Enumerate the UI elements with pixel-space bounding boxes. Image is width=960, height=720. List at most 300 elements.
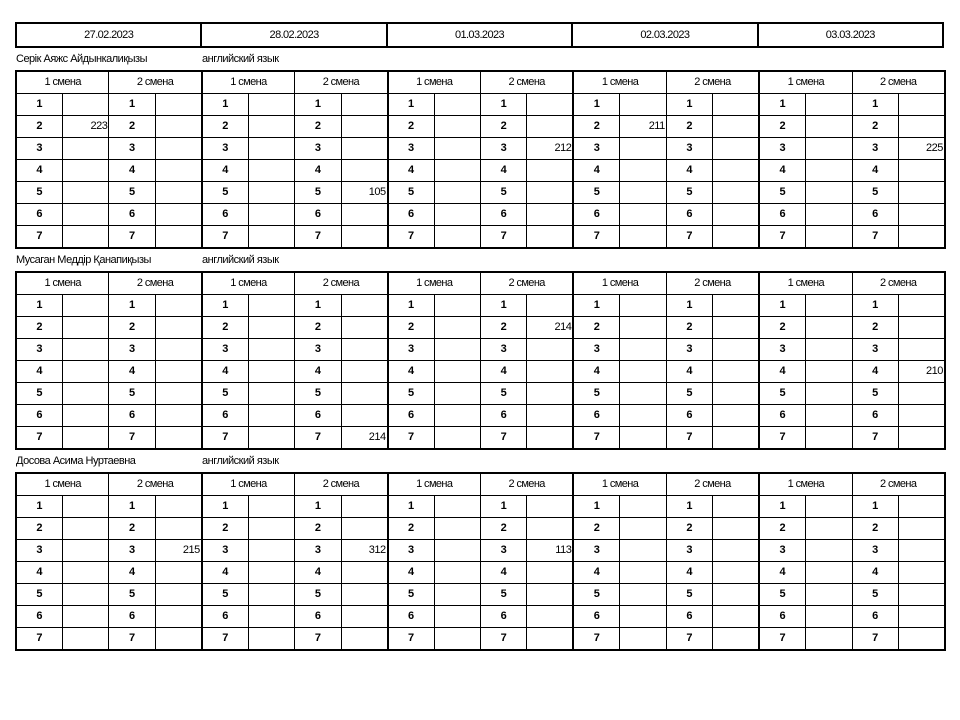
lesson-number: 7 [666, 628, 712, 651]
lesson-number: 4 [759, 160, 805, 182]
lesson-number: 1 [759, 295, 805, 317]
room-cell: 214 [341, 427, 387, 450]
lesson-number: 7 [202, 628, 248, 651]
shift-header-row [16, 71, 945, 94]
lesson-number: 7 [573, 427, 619, 450]
lesson-number: 5 [295, 182, 341, 204]
room-cell [620, 606, 666, 628]
lesson-number: 3 [480, 540, 526, 562]
lesson-number: 3 [388, 540, 434, 562]
shift-label: 1 смена [16, 71, 109, 94]
lesson-number: 5 [202, 182, 248, 204]
room-cell [434, 383, 480, 405]
lesson-number: 2 [16, 116, 62, 138]
room-cell [713, 204, 759, 226]
lesson-number: 3 [759, 540, 805, 562]
room-cell [434, 94, 480, 116]
lesson-number: 2 [16, 518, 62, 540]
lesson-number: 5 [573, 584, 619, 606]
room-cell [713, 182, 759, 204]
lesson-number: 7 [388, 427, 434, 450]
room-cell: 215 [155, 540, 201, 562]
room-cell: 211 [620, 116, 666, 138]
lesson-number: 6 [388, 204, 434, 226]
lesson-number: 7 [16, 427, 62, 450]
schedule-document [15, 22, 944, 651]
lesson-number: 6 [666, 405, 712, 427]
lesson-row [16, 606, 945, 628]
lesson-number: 2 [202, 518, 248, 540]
lesson-number: 5 [388, 182, 434, 204]
lesson-number: 5 [388, 383, 434, 405]
lesson-number: 6 [109, 204, 155, 226]
lesson-number: 5 [295, 584, 341, 606]
room-cell [341, 518, 387, 540]
lesson-number: 5 [202, 584, 248, 606]
teacher-schedule-table [15, 472, 946, 651]
lesson-number: 3 [295, 138, 341, 160]
room-cell [62, 383, 108, 405]
lesson-number: 1 [480, 94, 526, 116]
lesson-number: 6 [16, 204, 62, 226]
room-cell [434, 606, 480, 628]
room-cell [248, 405, 294, 427]
room-cell [248, 94, 294, 116]
lesson-number: 3 [202, 540, 248, 562]
room-cell [155, 138, 201, 160]
lesson-number: 5 [759, 383, 805, 405]
room-cell [620, 628, 666, 651]
room-cell [806, 339, 852, 361]
lesson-number: 7 [573, 226, 619, 249]
lesson-number: 6 [573, 204, 619, 226]
room-cell [898, 160, 944, 182]
lesson-number: 6 [666, 204, 712, 226]
lesson-number: 1 [16, 496, 62, 518]
room-cell [527, 361, 573, 383]
lesson-number: 2 [109, 317, 155, 339]
room-cell [620, 138, 666, 160]
room-cell [806, 182, 852, 204]
lesson-number: 7 [573, 628, 619, 651]
shift-label: 1 смена [759, 272, 852, 295]
lesson-number: 4 [16, 361, 62, 383]
lesson-number: 3 [759, 138, 805, 160]
shift-label: 2 смена [295, 71, 388, 94]
lesson-number: 7 [295, 427, 341, 450]
lesson-number: 6 [759, 606, 805, 628]
room-cell [155, 405, 201, 427]
room-cell [434, 339, 480, 361]
room-cell [62, 405, 108, 427]
room-cell [155, 116, 201, 138]
room-cell [434, 226, 480, 249]
lesson-number: 5 [202, 383, 248, 405]
room-cell [620, 182, 666, 204]
room-cell [248, 584, 294, 606]
shift-label: 2 смена [109, 71, 202, 94]
lesson-number: 6 [759, 204, 805, 226]
lesson-number: 7 [202, 427, 248, 450]
room-cell [434, 540, 480, 562]
lesson-number: 7 [759, 427, 805, 450]
lesson-number: 2 [202, 116, 248, 138]
room-cell [713, 562, 759, 584]
room-cell [341, 138, 387, 160]
teacher-name: Досова Асима Нуртаевна [16, 455, 136, 467]
shift-label: 1 смена [759, 71, 852, 94]
lesson-row [16, 628, 945, 651]
shift-label: 2 смена [852, 272, 945, 295]
room-cell [806, 204, 852, 226]
lesson-number: 6 [388, 405, 434, 427]
lesson-number: 1 [16, 94, 62, 116]
lesson-number: 2 [852, 518, 898, 540]
lesson-number: 2 [759, 518, 805, 540]
room-cell: 223 [62, 116, 108, 138]
room-cell [248, 204, 294, 226]
shift-label: 2 смена [480, 473, 573, 496]
lesson-number: 5 [388, 584, 434, 606]
date-header-row [16, 23, 943, 47]
room-cell [341, 339, 387, 361]
room-cell [434, 361, 480, 383]
lesson-number: 2 [480, 116, 526, 138]
lesson-number: 7 [109, 226, 155, 249]
lesson-number: 6 [573, 606, 619, 628]
lesson-number: 6 [852, 405, 898, 427]
room-cell [155, 226, 201, 249]
lesson-row [16, 518, 945, 540]
room-cell: 225 [898, 138, 944, 160]
lesson-number: 4 [202, 562, 248, 584]
room-cell [898, 562, 944, 584]
room-cell [527, 182, 573, 204]
lesson-number: 3 [16, 339, 62, 361]
lesson-number: 5 [16, 182, 62, 204]
lesson-number: 1 [109, 295, 155, 317]
room-cell [434, 138, 480, 160]
room-cell [620, 584, 666, 606]
room-cell [62, 628, 108, 651]
lesson-number: 3 [666, 339, 712, 361]
lesson-number: 5 [109, 584, 155, 606]
room-cell [341, 628, 387, 651]
lesson-number: 2 [295, 116, 341, 138]
lesson-number: 4 [16, 562, 62, 584]
lesson-number: 1 [573, 496, 619, 518]
room-cell [527, 405, 573, 427]
room-cell [713, 317, 759, 339]
room-cell [898, 540, 944, 562]
room-cell [62, 94, 108, 116]
room-cell [248, 295, 294, 317]
shift-label: 1 смена [202, 272, 295, 295]
room-cell [62, 540, 108, 562]
room-cell [898, 317, 944, 339]
lesson-number: 6 [202, 405, 248, 427]
room-cell [898, 584, 944, 606]
lesson-number: 6 [480, 405, 526, 427]
room-cell [341, 496, 387, 518]
lesson-number: 4 [480, 361, 526, 383]
lesson-number: 6 [480, 204, 526, 226]
room-cell [713, 160, 759, 182]
room-cell [155, 584, 201, 606]
lesson-number: 3 [573, 540, 619, 562]
lesson-number: 2 [388, 317, 434, 339]
shift-label: 1 смена [573, 272, 666, 295]
room-cell [155, 606, 201, 628]
lesson-number: 5 [573, 182, 619, 204]
lesson-row [16, 496, 945, 518]
room-cell: 113 [527, 540, 573, 562]
lesson-number: 5 [16, 584, 62, 606]
room-cell [898, 628, 944, 651]
lesson-number: 1 [480, 295, 526, 317]
room-cell [341, 226, 387, 249]
room-cell [62, 317, 108, 339]
lesson-number: 6 [759, 405, 805, 427]
room-cell [248, 160, 294, 182]
lesson-number: 5 [573, 383, 619, 405]
lesson-number: 1 [666, 295, 712, 317]
lesson-number: 3 [852, 339, 898, 361]
room-cell [527, 628, 573, 651]
room-cell [248, 182, 294, 204]
shift-label: 2 смена [109, 473, 202, 496]
lesson-number: 1 [480, 496, 526, 518]
shift-label: 1 смена [388, 473, 481, 496]
room-cell [155, 427, 201, 450]
lesson-number: 1 [573, 94, 619, 116]
room-cell: 210 [898, 361, 944, 383]
room-cell [62, 496, 108, 518]
lesson-row [16, 94, 945, 116]
room-cell [62, 339, 108, 361]
lesson-number: 7 [480, 226, 526, 249]
room-cell [341, 160, 387, 182]
room-cell [713, 584, 759, 606]
room-cell [620, 94, 666, 116]
lesson-number: 6 [480, 606, 526, 628]
lesson-number: 6 [852, 606, 898, 628]
lesson-number: 4 [480, 562, 526, 584]
room-cell [155, 339, 201, 361]
room-cell [806, 427, 852, 450]
lesson-row [16, 317, 945, 339]
shift-label: 1 смена [202, 71, 295, 94]
room-cell [898, 606, 944, 628]
lesson-number: 3 [759, 339, 805, 361]
room-cell [713, 405, 759, 427]
room-cell [806, 138, 852, 160]
room-cell [155, 182, 201, 204]
room-cell [155, 204, 201, 226]
lesson-number: 5 [666, 584, 712, 606]
lesson-number: 1 [295, 496, 341, 518]
room-cell [713, 138, 759, 160]
shift-label: 1 смена [202, 473, 295, 496]
room-cell [620, 295, 666, 317]
room-cell [527, 116, 573, 138]
room-cell [527, 606, 573, 628]
room-cell [62, 204, 108, 226]
room-cell [620, 518, 666, 540]
lesson-row [16, 361, 945, 383]
room-cell [434, 116, 480, 138]
lesson-number: 3 [666, 138, 712, 160]
room-cell [248, 562, 294, 584]
room-cell [155, 383, 201, 405]
lesson-number: 3 [388, 138, 434, 160]
room-cell [806, 94, 852, 116]
lesson-number: 5 [666, 383, 712, 405]
room-cell [620, 405, 666, 427]
room-cell [898, 339, 944, 361]
lesson-row [16, 116, 945, 138]
lesson-number: 3 [295, 540, 341, 562]
room-cell [62, 562, 108, 584]
room-cell [620, 204, 666, 226]
room-cell [341, 317, 387, 339]
lesson-number: 7 [852, 226, 898, 249]
lesson-number: 6 [295, 204, 341, 226]
room-cell [62, 584, 108, 606]
room-cell [806, 160, 852, 182]
room-cell [527, 204, 573, 226]
room-cell [527, 295, 573, 317]
room-cell [434, 628, 480, 651]
room-cell [62, 226, 108, 249]
room-cell [248, 606, 294, 628]
room-cell [248, 518, 294, 540]
room-cell [620, 361, 666, 383]
lesson-number: 3 [573, 138, 619, 160]
room-cell [434, 496, 480, 518]
teacher-subject: английский язык [202, 254, 279, 266]
room-cell [155, 160, 201, 182]
room-cell [620, 562, 666, 584]
room-cell [806, 295, 852, 317]
lesson-number: 7 [388, 628, 434, 651]
lesson-number: 7 [16, 226, 62, 249]
lesson-number: 1 [202, 496, 248, 518]
lesson-number: 4 [388, 160, 434, 182]
lesson-row [16, 405, 945, 427]
room-cell [62, 138, 108, 160]
lesson-number: 6 [16, 606, 62, 628]
room-cell [155, 361, 201, 383]
room-cell [806, 361, 852, 383]
shift-label: 1 смена [16, 272, 109, 295]
room-cell [155, 295, 201, 317]
lesson-number: 3 [202, 339, 248, 361]
lesson-number: 7 [759, 226, 805, 249]
teacher-subject: английский язык [202, 455, 279, 467]
lesson-number: 1 [666, 94, 712, 116]
lesson-number: 2 [480, 518, 526, 540]
lesson-number: 1 [852, 496, 898, 518]
room-cell [713, 339, 759, 361]
room-cell [898, 405, 944, 427]
lesson-number: 5 [480, 383, 526, 405]
shift-label: 2 смена [109, 272, 202, 295]
lesson-number: 1 [109, 496, 155, 518]
room-cell [806, 383, 852, 405]
room-cell [620, 383, 666, 405]
room-cell: 214 [527, 317, 573, 339]
lesson-number: 1 [759, 496, 805, 518]
lesson-number: 6 [295, 606, 341, 628]
lesson-number: 2 [666, 116, 712, 138]
room-cell [527, 339, 573, 361]
room-cell [341, 584, 387, 606]
lesson-row [16, 584, 945, 606]
lesson-number: 1 [202, 295, 248, 317]
room-cell [713, 540, 759, 562]
lesson-number: 1 [388, 94, 434, 116]
room-cell [62, 427, 108, 450]
lesson-number: 6 [202, 606, 248, 628]
room-cell [620, 226, 666, 249]
lesson-number: 5 [480, 584, 526, 606]
lesson-number: 3 [480, 138, 526, 160]
lesson-number: 5 [480, 182, 526, 204]
room-cell [806, 405, 852, 427]
room-cell [806, 518, 852, 540]
shift-label: 1 смена [16, 473, 109, 496]
lesson-number: 6 [16, 405, 62, 427]
lesson-row [16, 182, 945, 204]
lesson-number: 2 [759, 317, 805, 339]
room-cell [434, 295, 480, 317]
lesson-row [16, 383, 945, 405]
room-cell [155, 496, 201, 518]
lesson-row [16, 540, 945, 562]
lesson-number: 1 [202, 94, 248, 116]
shift-label: 2 смена [480, 272, 573, 295]
shift-label: 2 смена [666, 71, 759, 94]
lesson-number: 7 [295, 226, 341, 249]
room-cell [898, 383, 944, 405]
lesson-number: 4 [759, 562, 805, 584]
room-cell [341, 295, 387, 317]
room-cell [248, 383, 294, 405]
room-cell [713, 606, 759, 628]
lesson-number: 6 [666, 606, 712, 628]
lesson-number: 4 [109, 361, 155, 383]
room-cell [434, 182, 480, 204]
room-cell [806, 606, 852, 628]
lesson-row [16, 339, 945, 361]
room-cell [527, 518, 573, 540]
room-cell: 312 [341, 540, 387, 562]
room-cell [434, 518, 480, 540]
lesson-number: 6 [202, 204, 248, 226]
room-cell [898, 295, 944, 317]
lesson-number: 5 [852, 383, 898, 405]
room-cell [341, 361, 387, 383]
lesson-number: 1 [759, 94, 805, 116]
date-header-cell: 01.03.2023 [387, 23, 572, 47]
room-cell: 105 [341, 182, 387, 204]
lesson-number: 2 [16, 317, 62, 339]
room-cell [713, 518, 759, 540]
shift-header-row [16, 473, 945, 496]
room-cell [527, 427, 573, 450]
lesson-number: 4 [573, 562, 619, 584]
